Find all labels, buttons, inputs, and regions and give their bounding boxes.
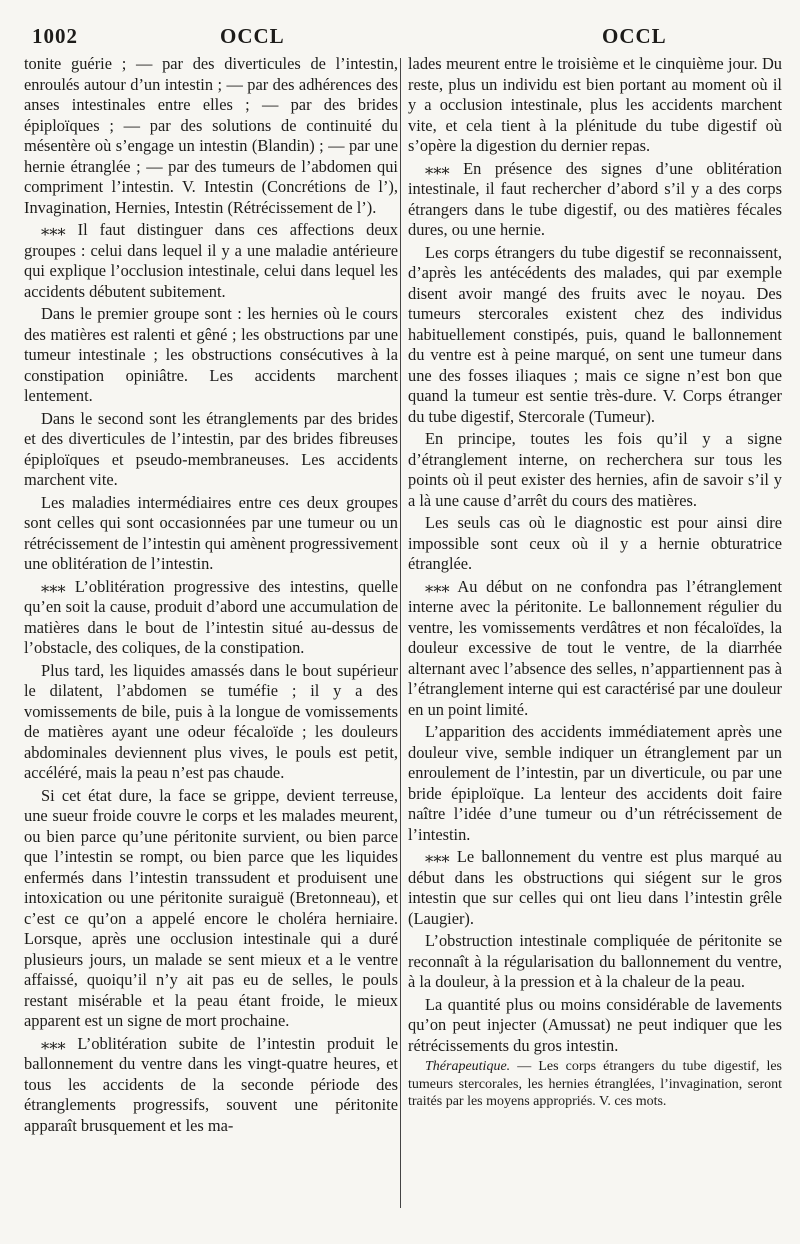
paragraph: Les seuls cas où le diagnostic est pour ainsi dire impossible sont ceux où il y a hernie obturatrice étranglée. bbox=[408, 513, 782, 573]
paragraph: ⁎⁎⁎ Le ballonnement du ventre est plus marqué au début dans les obstructions qui siégent sur le gros intestin que sur celles qui ont lieu dans l’intestin grêle (Laugier). bbox=[408, 847, 782, 928]
right-column bbox=[408, 54, 782, 1113]
therapeutic-note bbox=[408, 1058, 782, 1111]
paragraph: L’apparition des accidents immédiatement après une douleur vive, semble indiquer un étranglement par un enroulement de l’intestin, par un diverticule, ou par une bride épiploïque. La lenteur des accidents doit faire naître l’idée d’une tumeur ou d’un rétrécissement de l’intestin. bbox=[408, 722, 782, 844]
running-title-right: OCCL bbox=[602, 24, 667, 48]
running-header bbox=[30, 24, 776, 54]
paragraph: La quantité plus ou moins considérable de lavements qu’on peut injecter (Amussat) ne peut indiquer que les rétrécissements du gros intestin. bbox=[408, 994, 782, 1055]
paragraph: ⁎⁎⁎ Au début on ne confondra pas l’étranglement interne avec la péritonite. Le ballonnement régulier du ventre, les vomissements verdâtres et non fécaloïdes, la douleur excessive de tout le ventre, de la diarrhée alternant avec l’absence des selles, n’appartiennent pas à l’étranglement interne qui est caractérisé par une douleur en un point limité. bbox=[408, 576, 782, 719]
paragraph: En principe, toutes les fois qu’il y a signe d’étranglement interne, on recherchera sur tous les points où il peut exister des hernies, afin de savoir s’il y a là une cause d’arrêt du cours des matières. bbox=[408, 429, 782, 510]
paragraph: ⁎⁎⁎ L’oblitération subite de l’intestin produit le ballonnement du ventre dans les vingt-quatre heures, et tous les accidents de la seconde période des étranglements progressifs, souvent une péritonite apparaît brusquement et les ma- bbox=[24, 1033, 398, 1135]
paragraph: L’obstruction intestinale compliquée de péritonite se reconnaît à la régularisation du ballonnement du ventre, à la douleur, à la pression et à la chaleur de la peau. bbox=[408, 931, 782, 991]
paragraph: ⁎⁎⁎ Il faut distinguer dans ces affections deux groupes : celui dans lequel il y a une maladie antérieure qui explique l’occlusion intestinale, celui dans lequel les accidents débutent subitement. bbox=[24, 220, 398, 301]
paragraph: Les corps étrangers du tube digestif se reconnaissent, d’après les antécédents des malades, qui par exemple disent avoir mangé des fruits avec le noyau. Des tumeurs stercorales existent chez des individus habituellement constipés, puis, quand le ballonnement du ventre est à peine marqué, on sent une tumeur dans une des fosses iliaques ; mais ce signe n’est bon que quand la tumeur est sentie très-dure. V. Corps étranger du tube digestif, Stercorale (Tumeur). bbox=[408, 242, 782, 426]
note-label: Thérapeutique. bbox=[425, 1059, 511, 1074]
paragraph: ⁎⁎⁎ L’oblitération progressive des intestins, quelle qu’en soit la cause, produit d’abord une accumulation de matières dans le bout de l’intestin situé au-dessus de l’obstacle, des coliques, de la constipation. bbox=[24, 576, 398, 657]
paragraph: tonite guérie ; — par des diverticules de l’intestin, enroulés autour d’un intestin ; — par des adhérences des anses intestinales entre elles ; — par des brides épiploïques ; — par des solutions de continuité du mésentère où s’engage un intestin (Blandin) ; — par une hernie étranglée ; — par des tumeurs de l’abdomen qui compriment l’intestin. V. Intestin (Concrétions de l’), Invagination, Hernies, Intestin (Rétrécissement de l’). bbox=[24, 54, 398, 217]
running-title-left: OCCL bbox=[220, 24, 285, 48]
paragraph: Dans le premier groupe sont : les hernies où le cours des matières est ralenti et gêné ; les obstructions par une tumeur intestinale ; les obstructions consécutives à la constipation opiniâtre. Les accidents marchent lentement. bbox=[24, 304, 398, 405]
paragraph: Si cet état dure, la face se grippe, devient terreuse, une sueur froide couvre le corps et les malades meurent, ou bien parce qu’une péritonite survient, ou bien parce que l’intestin se rompt, ou bien parce que les liquides enfermés dans l’intestin transsudent et produisent une intoxication ou une péritonite suraiguë (Bretonneau), et c’est ce qu’on a appelé encore le choléra herniaire. Lorsque, après une occlusion intestinale qui a duré plusieurs jours, un malade se sent mieux et a le ventre affaissé, quoiqu’il n’y ait pas eu de selles, le pouls restant misérable et la peau étant froide, le mieux apparent est un signe de mort prochaine. bbox=[24, 785, 398, 1030]
paragraph: Dans le second sont les étranglements par des brides et des diverticules de l’intestin, par des brides fibreuses épiploïques et pseudo-membraneuses. Les accidents marchent vite. bbox=[24, 408, 398, 489]
paragraph: lades meurent entre le troisième et le cinquième jour. Du reste, plus un individu est bien portant au moment où il y a occlusion intestinale, plus les accidents marchent vite, et cela tient à la plénitude du tube digestif où s’opère la digestion du dernier repas. bbox=[408, 54, 782, 155]
left-column bbox=[24, 54, 398, 1138]
paragraph: ⁎⁎⁎ En présence des signes d’une oblitération intestinale, il faut rechercher d’abord s’il y a des corps étrangers dans le tube digestif, ou des matières fécales dures, ou une hernie. bbox=[408, 158, 782, 239]
paragraph: Plus tard, les liquides amassés dans le bout supérieur le dilatent, l’abdomen se tuméfie ; il y a des vomissements de bile, puis à la longue de vomissements de matières ayant une odeur fécaloïde ; les douleurs abdominales deviennent plus vives, le pouls est petit, accéléré, mais la peau n’est pas chaude. bbox=[24, 660, 398, 782]
page-number: 1002 bbox=[32, 24, 78, 48]
note-text: — Les corps étrangers du tube digestif, les tumeurs stercorales, les hernies étranglées, l’invagination, seront traités par les moyens appropriés. V. ces mots. bbox=[408, 1059, 782, 1109]
paragraph: Les maladies intermédiaires entre ces deux groupes sont celles qui sont occasionnées par une tumeur ou un rétrécissement de l’intestin qui amènent progressivement une oblitération de l’intestin. bbox=[24, 492, 398, 573]
column-divider bbox=[400, 58, 401, 1208]
